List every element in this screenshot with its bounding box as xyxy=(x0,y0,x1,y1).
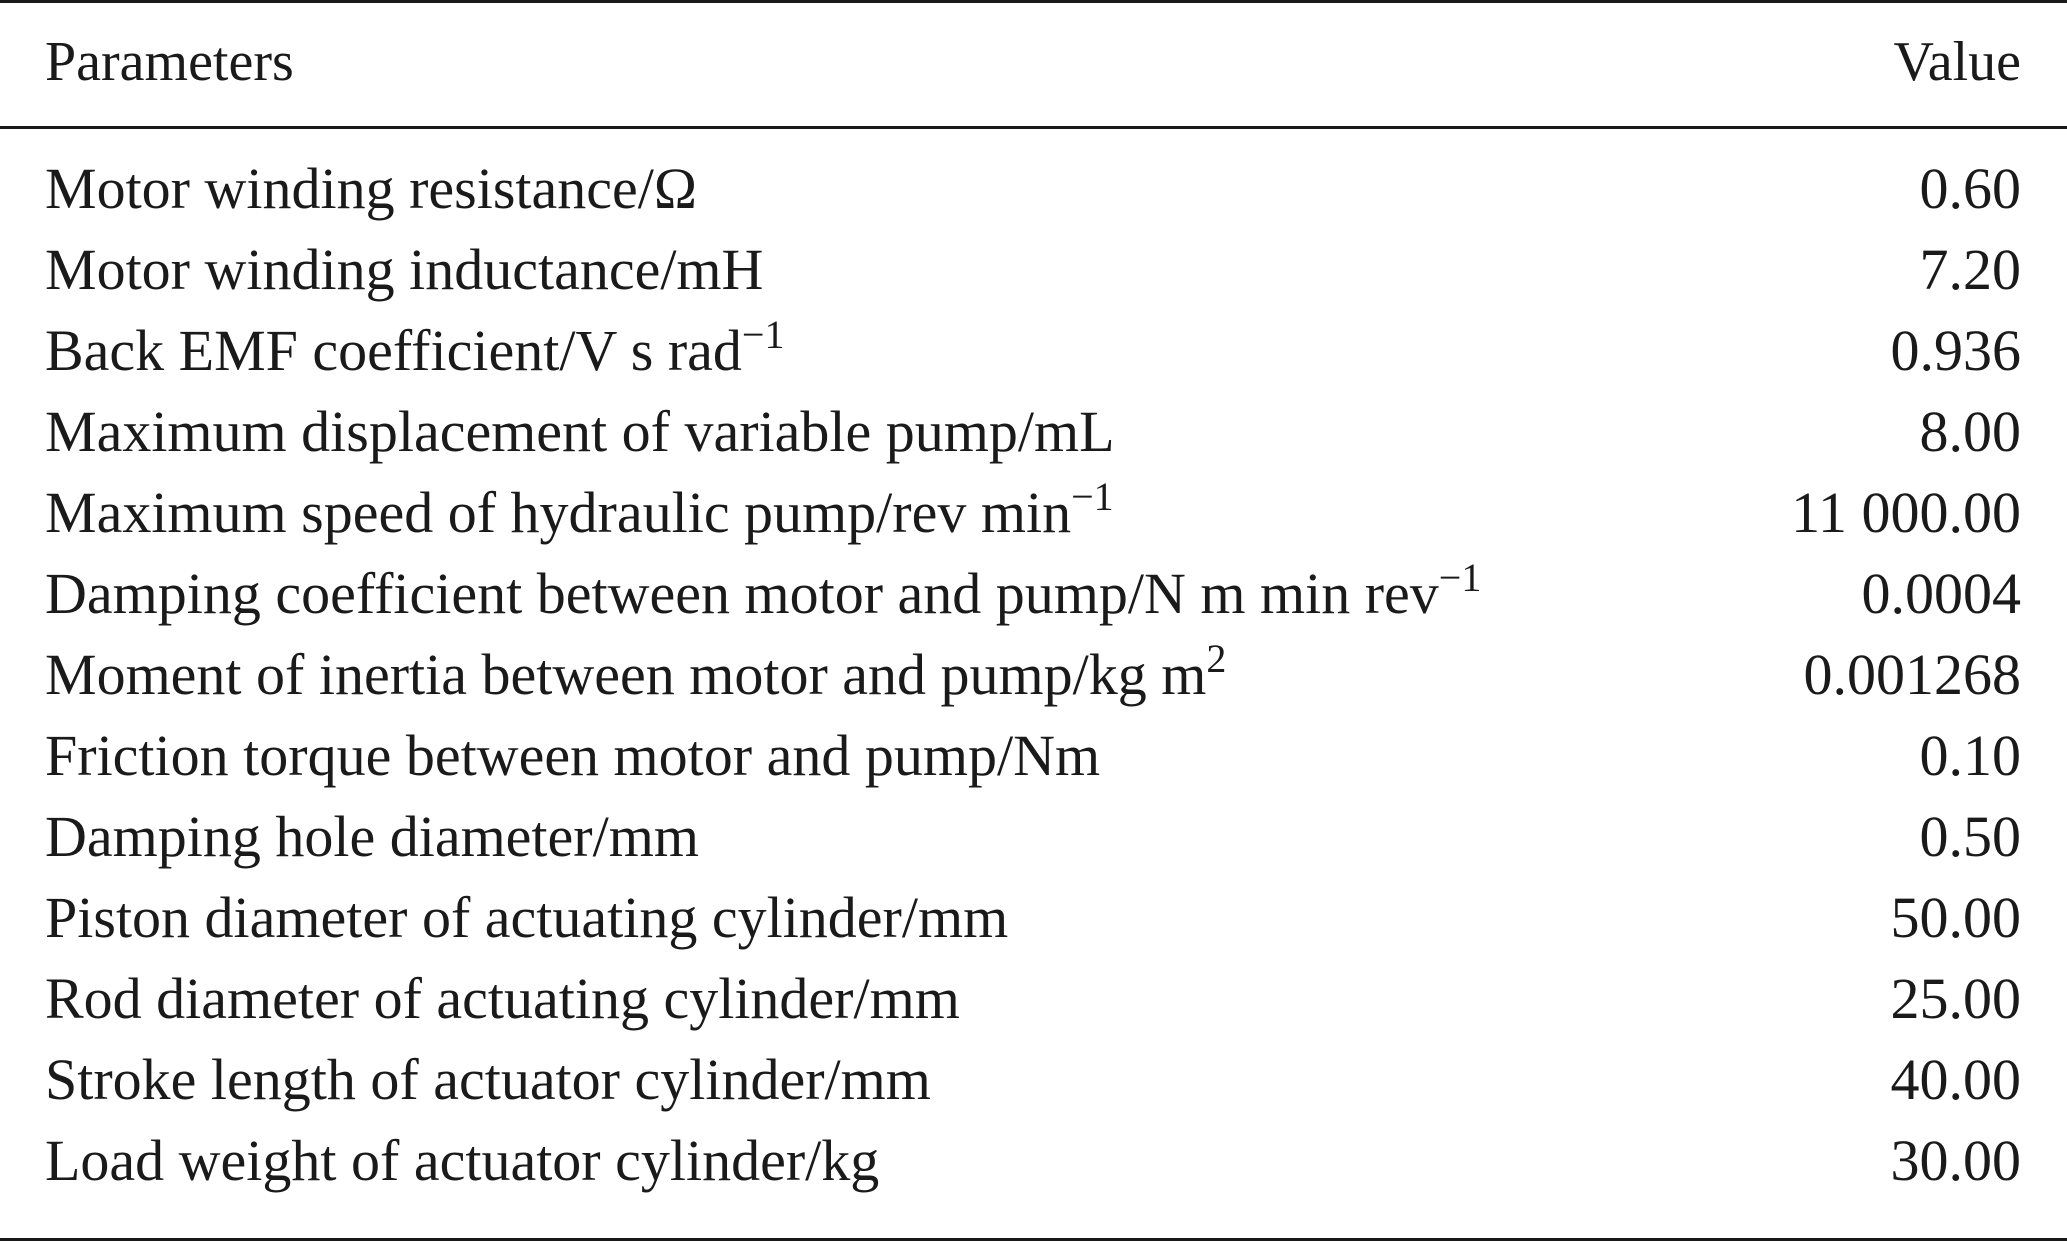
parameter-label: Motor winding inductance/mH xyxy=(45,237,764,302)
value-cell: 0.60 xyxy=(1919,156,2021,221)
value-cell: 0.001268 xyxy=(1803,642,2021,707)
parameter-cell xyxy=(45,310,784,391)
parameter-cell xyxy=(45,796,699,877)
value-cell: 0.50 xyxy=(1919,804,2021,869)
parameter-label: Piston diameter of actuating cylinder/mm xyxy=(45,885,1009,950)
parameter-label: Load weight of actuator cylinder/kg xyxy=(45,1128,880,1193)
unit-exponent: −1 xyxy=(1071,474,1114,519)
table-row xyxy=(0,1039,2067,1120)
value-cell: 30.00 xyxy=(1890,1128,2021,1193)
value-cell: 0.936 xyxy=(1890,318,2021,383)
header-parameters: Parameters xyxy=(45,31,294,93)
value-cell: 25.00 xyxy=(1890,966,2021,1031)
parameter-label: Friction torque between motor and pump/Nm xyxy=(45,723,1101,788)
parameter-cell xyxy=(45,958,960,1039)
value-cell: 11 000.00 xyxy=(1791,480,2021,545)
table-row xyxy=(0,391,2067,472)
parameter-cell xyxy=(45,472,1114,553)
parameter-label: Stroke length of actuator cylinder/mm xyxy=(45,1047,931,1112)
parameter-cell xyxy=(45,229,763,310)
unit-exponent: 2 xyxy=(1206,636,1227,681)
table-row xyxy=(0,310,2067,391)
value-cell: 50.00 xyxy=(1890,885,2021,950)
parameter-label: Maximum displacement of variable pump/mL xyxy=(45,399,1115,464)
parameter-cell xyxy=(45,634,1226,715)
table-row xyxy=(0,715,2067,796)
parameter-label: Motor winding resistance/Ω xyxy=(45,156,697,221)
table-row xyxy=(0,796,2067,877)
value-cell: 40.00 xyxy=(1890,1047,2021,1112)
parameter-cell xyxy=(45,715,1100,796)
table-row xyxy=(0,553,2067,634)
table-row xyxy=(0,472,2067,553)
table-row xyxy=(0,1120,2067,1201)
unit-exponent: −1 xyxy=(741,312,785,357)
value-cell: 8.00 xyxy=(1919,399,2021,464)
parameter-cell xyxy=(45,391,1115,472)
parameter-cell xyxy=(45,877,1008,958)
parameter-cell xyxy=(45,1039,931,1120)
value-cell: 0.0004 xyxy=(1861,561,2021,626)
parameter-label: Moment of inertia between motor and pump/kg m xyxy=(45,642,1207,707)
value-cell: 0.10 xyxy=(1919,723,2021,788)
table-row xyxy=(0,229,2067,310)
table-body xyxy=(0,148,2067,1201)
table-row xyxy=(0,148,2067,229)
table-header-row xyxy=(0,0,2067,126)
header-rule xyxy=(0,126,2067,129)
parameter-label: Damping coefficient between motor and pump/N m min rev xyxy=(45,561,1439,626)
parameter-label: Damping hole diameter/mm xyxy=(45,804,699,869)
table-row xyxy=(0,877,2067,958)
bottom-rule xyxy=(0,1238,2067,1241)
parameter-label: Rod diameter of actuating cylinder/mm xyxy=(45,966,960,1031)
unit-exponent: −1 xyxy=(1438,555,1482,600)
table-row xyxy=(0,634,2067,715)
parameter-cell xyxy=(45,1120,879,1201)
parameter-label: Maximum speed of hydraulic pump/rev min xyxy=(45,480,1072,545)
parameter-label: Back EMF coefficient/V s rad xyxy=(45,318,742,383)
header-value: Value xyxy=(1893,31,2021,93)
value-cell: 7.20 xyxy=(1919,237,2021,302)
parameter-cell xyxy=(45,148,697,229)
parameter-cell xyxy=(45,553,1481,634)
table-row xyxy=(0,958,2067,1039)
